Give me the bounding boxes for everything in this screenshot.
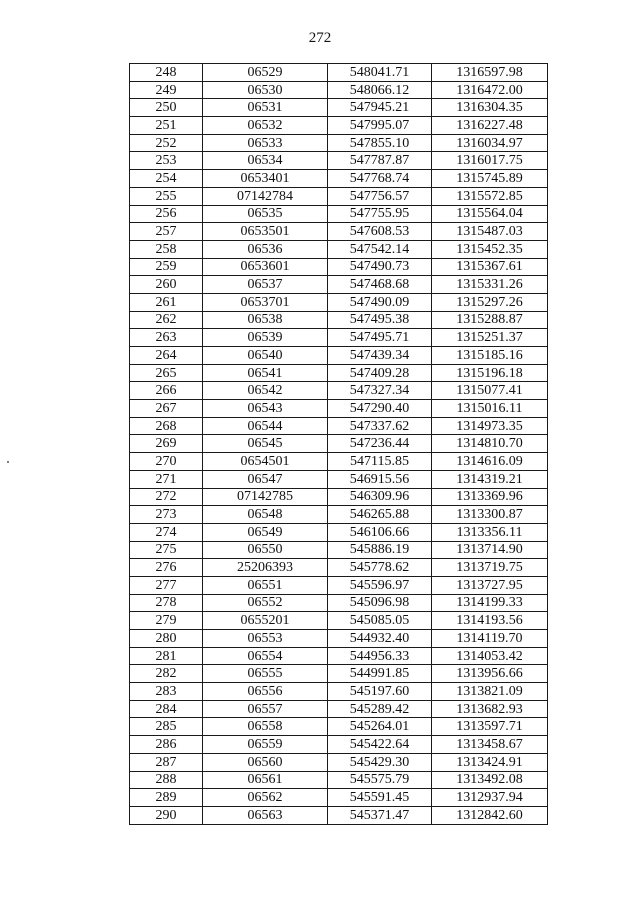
y-coordinate-cell: 1313458.67 [432, 736, 548, 754]
y-coordinate-cell: 1313300.87 [432, 506, 548, 524]
y-coordinate-cell: 1315367.61 [432, 258, 548, 276]
point-id-cell: 06553 [203, 630, 328, 648]
y-coordinate-cell: 1316034.97 [432, 134, 548, 152]
x-coordinate-cell: 547608.53 [328, 223, 432, 241]
row-number-cell: 258 [130, 240, 203, 258]
scan-speck [7, 461, 9, 463]
x-coordinate-cell: 547542.14 [328, 240, 432, 258]
x-coordinate-cell: 544991.85 [328, 665, 432, 683]
point-id-cell: 06547 [203, 470, 328, 488]
table-row [130, 293, 548, 311]
y-coordinate-cell: 1312937.94 [432, 789, 548, 807]
x-coordinate-cell: 547236.44 [328, 435, 432, 453]
row-number-cell: 252 [130, 134, 203, 152]
point-id-cell: 06543 [203, 400, 328, 418]
table-row [130, 665, 548, 683]
table-row [130, 630, 548, 648]
row-number-cell: 260 [130, 276, 203, 294]
row-number-cell: 280 [130, 630, 203, 648]
x-coordinate-cell: 547439.34 [328, 347, 432, 365]
table-row [130, 594, 548, 612]
point-id-cell: 06532 [203, 117, 328, 135]
y-coordinate-cell: 1315297.26 [432, 293, 548, 311]
row-number-cell: 276 [130, 559, 203, 577]
point-id-cell: 0654501 [203, 453, 328, 471]
point-id-cell: 0653501 [203, 223, 328, 241]
table-row [130, 541, 548, 559]
row-number-cell: 268 [130, 417, 203, 435]
row-number-cell: 250 [130, 99, 203, 117]
x-coordinate-cell: 547756.57 [328, 187, 432, 205]
table-row [130, 753, 548, 771]
x-coordinate-cell: 547468.68 [328, 276, 432, 294]
x-coordinate-cell: 545596.97 [328, 576, 432, 594]
x-coordinate-cell: 545197.60 [328, 683, 432, 701]
y-coordinate-cell: 1316017.75 [432, 152, 548, 170]
table-row [130, 576, 548, 594]
x-coordinate-cell: 544956.33 [328, 647, 432, 665]
x-coordinate-cell: 547787.87 [328, 152, 432, 170]
x-coordinate-cell: 546309.96 [328, 488, 432, 506]
y-coordinate-cell: 1315077.41 [432, 382, 548, 400]
point-id-cell: 06534 [203, 152, 328, 170]
table-row [130, 683, 548, 701]
point-id-cell: 07142784 [203, 187, 328, 205]
x-coordinate-cell: 547945.21 [328, 99, 432, 117]
point-id-cell: 25206393 [203, 559, 328, 577]
table-row [130, 612, 548, 630]
row-number-cell: 255 [130, 187, 203, 205]
table-row [130, 223, 548, 241]
point-id-cell: 06562 [203, 789, 328, 807]
table-row [130, 506, 548, 524]
point-id-cell: 06549 [203, 523, 328, 541]
x-coordinate-cell: 547115.85 [328, 453, 432, 471]
y-coordinate-cell: 1314199.33 [432, 594, 548, 612]
table-row [130, 117, 548, 135]
x-coordinate-cell: 547855.10 [328, 134, 432, 152]
y-coordinate-cell: 1315016.11 [432, 400, 548, 418]
row-number-cell: 256 [130, 205, 203, 223]
table-row [130, 647, 548, 665]
x-coordinate-cell: 546915.56 [328, 470, 432, 488]
table-row [130, 205, 548, 223]
x-coordinate-cell: 545422.64 [328, 736, 432, 754]
table-row [130, 736, 548, 754]
point-id-cell: 06541 [203, 364, 328, 382]
x-coordinate-cell: 545096.98 [328, 594, 432, 612]
point-id-cell: 06559 [203, 736, 328, 754]
table-row [130, 771, 548, 789]
y-coordinate-cell: 1315572.85 [432, 187, 548, 205]
table-row [130, 152, 548, 170]
point-id-cell: 06563 [203, 806, 328, 824]
row-number-cell: 274 [130, 523, 203, 541]
coordinates-table-wrapper [129, 63, 547, 825]
row-number-cell: 286 [130, 736, 203, 754]
point-id-cell: 06557 [203, 700, 328, 718]
table-row [130, 700, 548, 718]
y-coordinate-cell: 1313956.66 [432, 665, 548, 683]
y-coordinate-cell: 1314119.70 [432, 630, 548, 648]
row-number-cell: 257 [130, 223, 203, 241]
x-coordinate-cell: 545085.05 [328, 612, 432, 630]
x-coordinate-cell: 547495.71 [328, 329, 432, 347]
table-row [130, 329, 548, 347]
row-number-cell: 266 [130, 382, 203, 400]
point-id-cell: 0653601 [203, 258, 328, 276]
row-number-cell: 253 [130, 152, 203, 170]
y-coordinate-cell: 1313727.95 [432, 576, 548, 594]
y-coordinate-cell: 1315251.37 [432, 329, 548, 347]
point-id-cell: 06537 [203, 276, 328, 294]
y-coordinate-cell: 1313597.71 [432, 718, 548, 736]
point-id-cell: 06555 [203, 665, 328, 683]
table-row [130, 347, 548, 365]
x-coordinate-cell: 545575.79 [328, 771, 432, 789]
row-number-cell: 267 [130, 400, 203, 418]
y-coordinate-cell: 1316597.98 [432, 64, 548, 82]
x-coordinate-cell: 547337.62 [328, 417, 432, 435]
y-coordinate-cell: 1316472.00 [432, 81, 548, 99]
point-id-cell: 06540 [203, 347, 328, 365]
row-number-cell: 269 [130, 435, 203, 453]
point-id-cell: 06536 [203, 240, 328, 258]
row-number-cell: 259 [130, 258, 203, 276]
point-id-cell: 0653701 [203, 293, 328, 311]
y-coordinate-cell: 1314319.21 [432, 470, 548, 488]
y-coordinate-cell: 1314973.35 [432, 417, 548, 435]
table-row [130, 559, 548, 577]
row-number-cell: 272 [130, 488, 203, 506]
x-coordinate-cell: 546265.88 [328, 506, 432, 524]
point-id-cell: 06560 [203, 753, 328, 771]
row-number-cell: 262 [130, 311, 203, 329]
x-coordinate-cell: 546106.66 [328, 523, 432, 541]
x-coordinate-cell: 547995.07 [328, 117, 432, 135]
y-coordinate-cell: 1314053.42 [432, 647, 548, 665]
point-id-cell: 06554 [203, 647, 328, 665]
x-coordinate-cell: 547490.09 [328, 293, 432, 311]
point-id-cell: 06561 [203, 771, 328, 789]
x-coordinate-cell: 548066.12 [328, 81, 432, 99]
y-coordinate-cell: 1313714.90 [432, 541, 548, 559]
point-id-cell: 07142785 [203, 488, 328, 506]
x-coordinate-cell: 548041.71 [328, 64, 432, 82]
row-number-cell: 275 [130, 541, 203, 559]
point-id-cell: 06550 [203, 541, 328, 559]
point-id-cell: 06545 [203, 435, 328, 453]
row-number-cell: 282 [130, 665, 203, 683]
point-id-cell: 06530 [203, 81, 328, 99]
row-number-cell: 261 [130, 293, 203, 311]
coordinates-table-body [130, 64, 548, 825]
row-number-cell: 249 [130, 81, 203, 99]
table-row [130, 258, 548, 276]
y-coordinate-cell: 1315564.04 [432, 205, 548, 223]
table-row [130, 64, 548, 82]
table-row [130, 134, 548, 152]
table-row [130, 187, 548, 205]
coordinates-table [129, 63, 548, 825]
table-row [130, 435, 548, 453]
y-coordinate-cell: 1313424.91 [432, 753, 548, 771]
table-row [130, 488, 548, 506]
point-id-cell: 06552 [203, 594, 328, 612]
row-number-cell: 283 [130, 683, 203, 701]
y-coordinate-cell: 1314616.09 [432, 453, 548, 471]
row-number-cell: 281 [130, 647, 203, 665]
y-coordinate-cell: 1312842.60 [432, 806, 548, 824]
point-id-cell: 06529 [203, 64, 328, 82]
y-coordinate-cell: 1313682.93 [432, 700, 548, 718]
point-id-cell: 0653401 [203, 170, 328, 188]
table-row [130, 470, 548, 488]
row-number-cell: 263 [130, 329, 203, 347]
point-id-cell: 06531 [203, 99, 328, 117]
row-number-cell: 273 [130, 506, 203, 524]
x-coordinate-cell: 547290.40 [328, 400, 432, 418]
point-id-cell: 06535 [203, 205, 328, 223]
table-row [130, 382, 548, 400]
y-coordinate-cell: 1314193.56 [432, 612, 548, 630]
point-id-cell: 06538 [203, 311, 328, 329]
row-number-cell: 289 [130, 789, 203, 807]
x-coordinate-cell: 545371.47 [328, 806, 432, 824]
x-coordinate-cell: 547495.38 [328, 311, 432, 329]
table-row [130, 170, 548, 188]
y-coordinate-cell: 1313492.08 [432, 771, 548, 789]
row-number-cell: 290 [130, 806, 203, 824]
row-number-cell: 251 [130, 117, 203, 135]
table-row [130, 240, 548, 258]
y-coordinate-cell: 1315487.03 [432, 223, 548, 241]
row-number-cell: 254 [130, 170, 203, 188]
row-number-cell: 265 [130, 364, 203, 382]
table-row [130, 417, 548, 435]
table-row [130, 99, 548, 117]
table-row [130, 311, 548, 329]
x-coordinate-cell: 544932.40 [328, 630, 432, 648]
x-coordinate-cell: 547327.34 [328, 382, 432, 400]
row-number-cell: 279 [130, 612, 203, 630]
x-coordinate-cell: 547409.28 [328, 364, 432, 382]
x-coordinate-cell: 547490.73 [328, 258, 432, 276]
row-number-cell: 285 [130, 718, 203, 736]
row-number-cell: 271 [130, 470, 203, 488]
table-row [130, 400, 548, 418]
point-id-cell: 06542 [203, 382, 328, 400]
point-id-cell: 06548 [203, 506, 328, 524]
y-coordinate-cell: 1315331.26 [432, 276, 548, 294]
point-id-cell: 0655201 [203, 612, 328, 630]
point-id-cell: 06533 [203, 134, 328, 152]
y-coordinate-cell: 1314810.70 [432, 435, 548, 453]
x-coordinate-cell: 545591.45 [328, 789, 432, 807]
point-id-cell: 06558 [203, 718, 328, 736]
y-coordinate-cell: 1313719.75 [432, 559, 548, 577]
row-number-cell: 287 [130, 753, 203, 771]
point-id-cell: 06544 [203, 417, 328, 435]
y-coordinate-cell: 1315745.89 [432, 170, 548, 188]
table-row [130, 806, 548, 824]
y-coordinate-cell: 1316227.48 [432, 117, 548, 135]
row-number-cell: 278 [130, 594, 203, 612]
table-row [130, 453, 548, 471]
table-row [130, 364, 548, 382]
row-number-cell: 248 [130, 64, 203, 82]
point-id-cell: 06551 [203, 576, 328, 594]
table-row [130, 523, 548, 541]
row-number-cell: 277 [130, 576, 203, 594]
row-number-cell: 284 [130, 700, 203, 718]
point-id-cell: 06556 [203, 683, 328, 701]
y-coordinate-cell: 1315288.87 [432, 311, 548, 329]
row-number-cell: 288 [130, 771, 203, 789]
x-coordinate-cell: 545886.19 [328, 541, 432, 559]
table-row [130, 718, 548, 736]
x-coordinate-cell: 545778.62 [328, 559, 432, 577]
table-row [130, 276, 548, 294]
table-row [130, 81, 548, 99]
x-coordinate-cell: 547755.95 [328, 205, 432, 223]
y-coordinate-cell: 1313356.11 [432, 523, 548, 541]
y-coordinate-cell: 1315185.16 [432, 347, 548, 365]
y-coordinate-cell: 1313821.09 [432, 683, 548, 701]
row-number-cell: 264 [130, 347, 203, 365]
row-number-cell: 270 [130, 453, 203, 471]
y-coordinate-cell: 1315452.35 [432, 240, 548, 258]
x-coordinate-cell: 547768.74 [328, 170, 432, 188]
y-coordinate-cell: 1313369.96 [432, 488, 548, 506]
y-coordinate-cell: 1315196.18 [432, 364, 548, 382]
y-coordinate-cell: 1316304.35 [432, 99, 548, 117]
page-number: 272 [308, 30, 332, 46]
x-coordinate-cell: 545429.30 [328, 753, 432, 771]
x-coordinate-cell: 545289.42 [328, 700, 432, 718]
point-id-cell: 06539 [203, 329, 328, 347]
table-row [130, 789, 548, 807]
x-coordinate-cell: 545264.01 [328, 718, 432, 736]
